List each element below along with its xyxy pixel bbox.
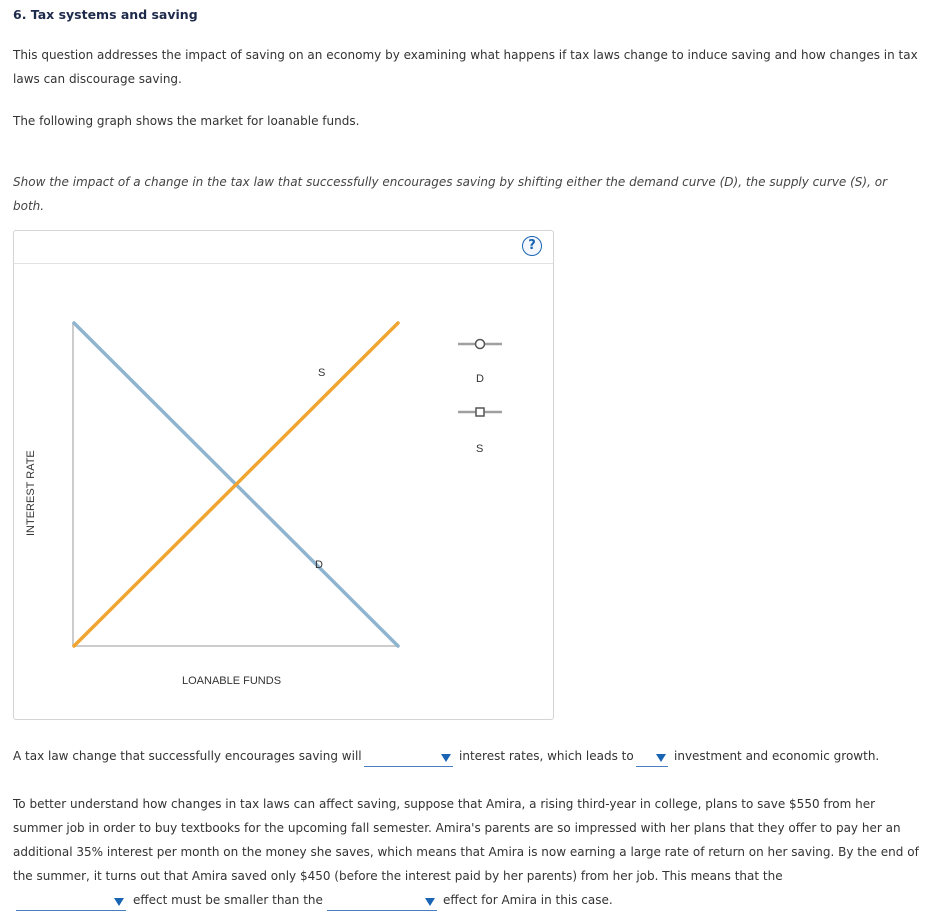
effect-dropdown-1[interactable]: [16, 894, 126, 911]
instruction-line-2: both.: [13, 199, 45, 213]
amira-line-2: summer job in order to buy textbooks for the upcoming fall semester. Amira's parents are so impressed with her plans that they offer to pay her an: [13, 821, 901, 835]
amira-line-1: To better understand how changes in tax laws can affect saving, suppose that Amira, a rising third-year in college, plans to save $550 from her: [13, 797, 876, 811]
intro-line-2: laws can discourage saving.: [13, 72, 182, 86]
sentence1-part3: investment and economic growth.: [674, 749, 880, 763]
palette-supply-label: S: [476, 443, 484, 455]
palette-supply-tool[interactable]: [458, 408, 502, 455]
help-button[interactable]: ?: [522, 236, 542, 256]
palette-demand-tool[interactable]: [458, 340, 502, 386]
x-axis-label: LOANABLE FUNDS: [182, 675, 282, 687]
amira-line-4: the summer, it turns out that Amira saved only $450 (before the interest paid by her parents) from her job. This means that the: [13, 869, 783, 883]
palette-demand-label: D: [476, 373, 484, 385]
sentence1-part1: A tax law change that successfully encourages saving will: [13, 749, 362, 763]
circle-marker-icon: [476, 340, 485, 349]
effect-dropdown-2[interactable]: [327, 894, 437, 911]
graph-intro-text: The following graph shows the market for loanable funds.: [13, 114, 360, 128]
demand-curve-label: D: [315, 559, 323, 571]
investment-dropdown[interactable]: [636, 750, 668, 767]
chevron-down-icon: [441, 754, 451, 762]
interest-rate-dropdown[interactable]: [364, 750, 453, 767]
chevron-down-icon: [425, 898, 435, 906]
question-title: 6. Tax systems and saving: [13, 7, 198, 22]
amira-end-text: effect for Amira in this case.: [443, 893, 613, 907]
y-axis-label: INTEREST RATE: [25, 450, 37, 536]
amira-line-3: additional 35% interest per month on the money she saves, which means that Amira is now earning a large rate of return on her saving. By the end of: [13, 845, 919, 859]
instruction-line-1: Show the impact of a change in the tax law that successfully encourages saving by shifting either the demand curve (D), the supply curve (S), or: [13, 175, 888, 189]
square-marker-icon: [476, 408, 484, 416]
chevron-down-icon: [656, 754, 666, 762]
supply-curve-label: S: [318, 367, 326, 379]
sentence1-part2: interest rates, which leads to: [459, 749, 634, 763]
chevron-down-icon: [114, 898, 124, 906]
intro-line-1: This question addresses the impact of saving on an economy by examining what happens if tax laws change to induce saving and how changes in tax: [13, 48, 918, 62]
amira-mid-text: effect must be smaller than the: [133, 893, 323, 907]
amira-paragraph: [13, 792, 933, 888]
